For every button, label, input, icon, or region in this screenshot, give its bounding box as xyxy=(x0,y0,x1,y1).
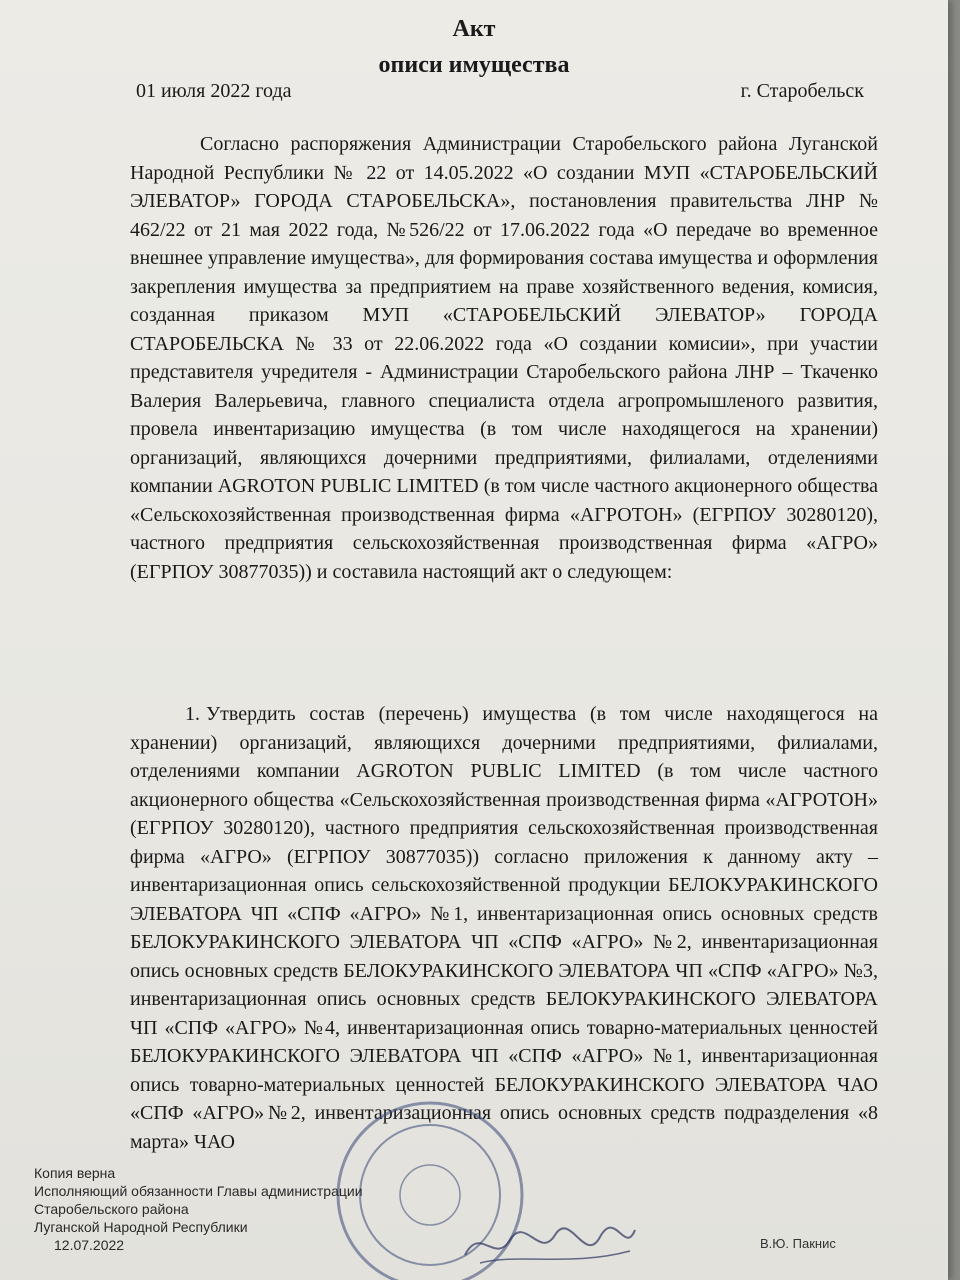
document-date: 01 июля 2022 года xyxy=(136,80,292,102)
intro-paragraph: Согласно распоряжения Администрации Старобельского района Луганской Народной Республики № 22 от 14.05.2022 «О создании МУП «СТАРОБЕЛЬСКИЙ ЭЛЕВАТОР» ГОРОДА СТАРОБЕЛЬСКА», постановления правительства ЛНР № 462/22 от 21 мая 2022 года, №526/22 от 17.06.2022 года «О передаче во временное внешнее управление имущества», для формирования состава имущества и оформления закрепления имущества за предприятием на праве хозяйственного ведения, комисия, созданная приказом МУП «СТАРОБЕЛЬСКИЙ ЭЛЕВАТОР» ГОРОДА СТАРОБЕЛЬСКА № 33 от 22.06.2022 года «О создании комисии», при участии представителя учредителя - Администрации Старобельского района ЛНР – Ткаченко Валерия Валерьевича, главного специалиста отдела агропромышленого развития, провела инвентаризацию имущества (в том числе находящегося на хранении) организаций, являющихся дочерними предприятиями, филиалами, отделениями компании AGROTON PUBLIC LIMITED (в том числе частного акционерного общества «Сельскохозяйственная производственная фирма «АГРОТОН» (ЕГРПОУ 30280120), частного предприятия сельскохозяйственная производственная фирма «АГРО» (ЕГРПОУ 30877035)) и составила настоящий акт о следующем: xyxy=(130,133,878,583)
certify-line-4: Луганской Народной Республики xyxy=(34,1219,248,1235)
handwritten-signature xyxy=(460,1215,640,1275)
certify-line-1: Копия верна xyxy=(34,1165,116,1181)
document-city: г. Старобельск xyxy=(740,80,864,102)
certified-copy-block xyxy=(34,1164,363,1254)
certify-line-3: Старобельского района xyxy=(34,1201,189,1217)
item-1-text: Утвердить состав (перечень) имущества (в том числе находящегося на хранении) организаций, являющихся дочерними предприятиями, филиалами, отделениями компании AGROTON PUBLIC LIMITED (в том числе частного акционерного общества «Сельскохозяйственная производственная фирма «АГРОТОН» (ЕГРПОУ 30280120), частного предприятия сельскохозяйственная производственная фирма «АГРО» (ЕГРПОУ 30877035)) согласно приложения к данному акту – инвентаризационная опись сельскохозяйственной продукции БЕЛОКУРАКИНСКОГО ЭЛЕВАТОРА ЧП «СПФ «АГРО» №1, инвентаризационная опись основных средств БЕЛОКУРАКИНСКОГО ЭЛЕВАТОРА ЧП «СПФ «АГРО» №2, инвентаризационная опись основных средств БЕЛОКУРАКИНСКОГО ЭЛЕВАТОРА ЧП «СПФ «АГРО» №3, инвентаризационная опись основных средств БЕЛОКУРАКИНСКОГО ЭЛЕВАТОРА ЧП «СПФ «АГРО» №4, инвентаризационная опись товарно-материальных ценностей БЕЛОКУРАКИНСКОГО ЭЛЕВАТОРА ЧП «СПФ «АГРО» №1, инвентаризационная опись товарно-материальных ценностей БЕЛОКУРАКИНСКОГО ЭЛЕВАТОРА ЧАО «СПФ «АГРО»№2, инвентаризационная опись основных средств подразделения «8 марта» ЧАО xyxy=(130,703,878,1153)
signer-name: В.Ю. Пакнис xyxy=(760,1236,836,1251)
item-1-paragraph xyxy=(130,700,878,1156)
date-line xyxy=(136,80,864,103)
certify-date: 12.07.2022 xyxy=(54,1237,125,1253)
document-subtitle: описи имущества xyxy=(378,52,570,78)
certify-line-2: Исполняющий обязанности Главы администрации xyxy=(34,1183,363,1199)
document-title: Акт xyxy=(452,16,496,42)
item-1-number: 1. xyxy=(185,703,200,725)
